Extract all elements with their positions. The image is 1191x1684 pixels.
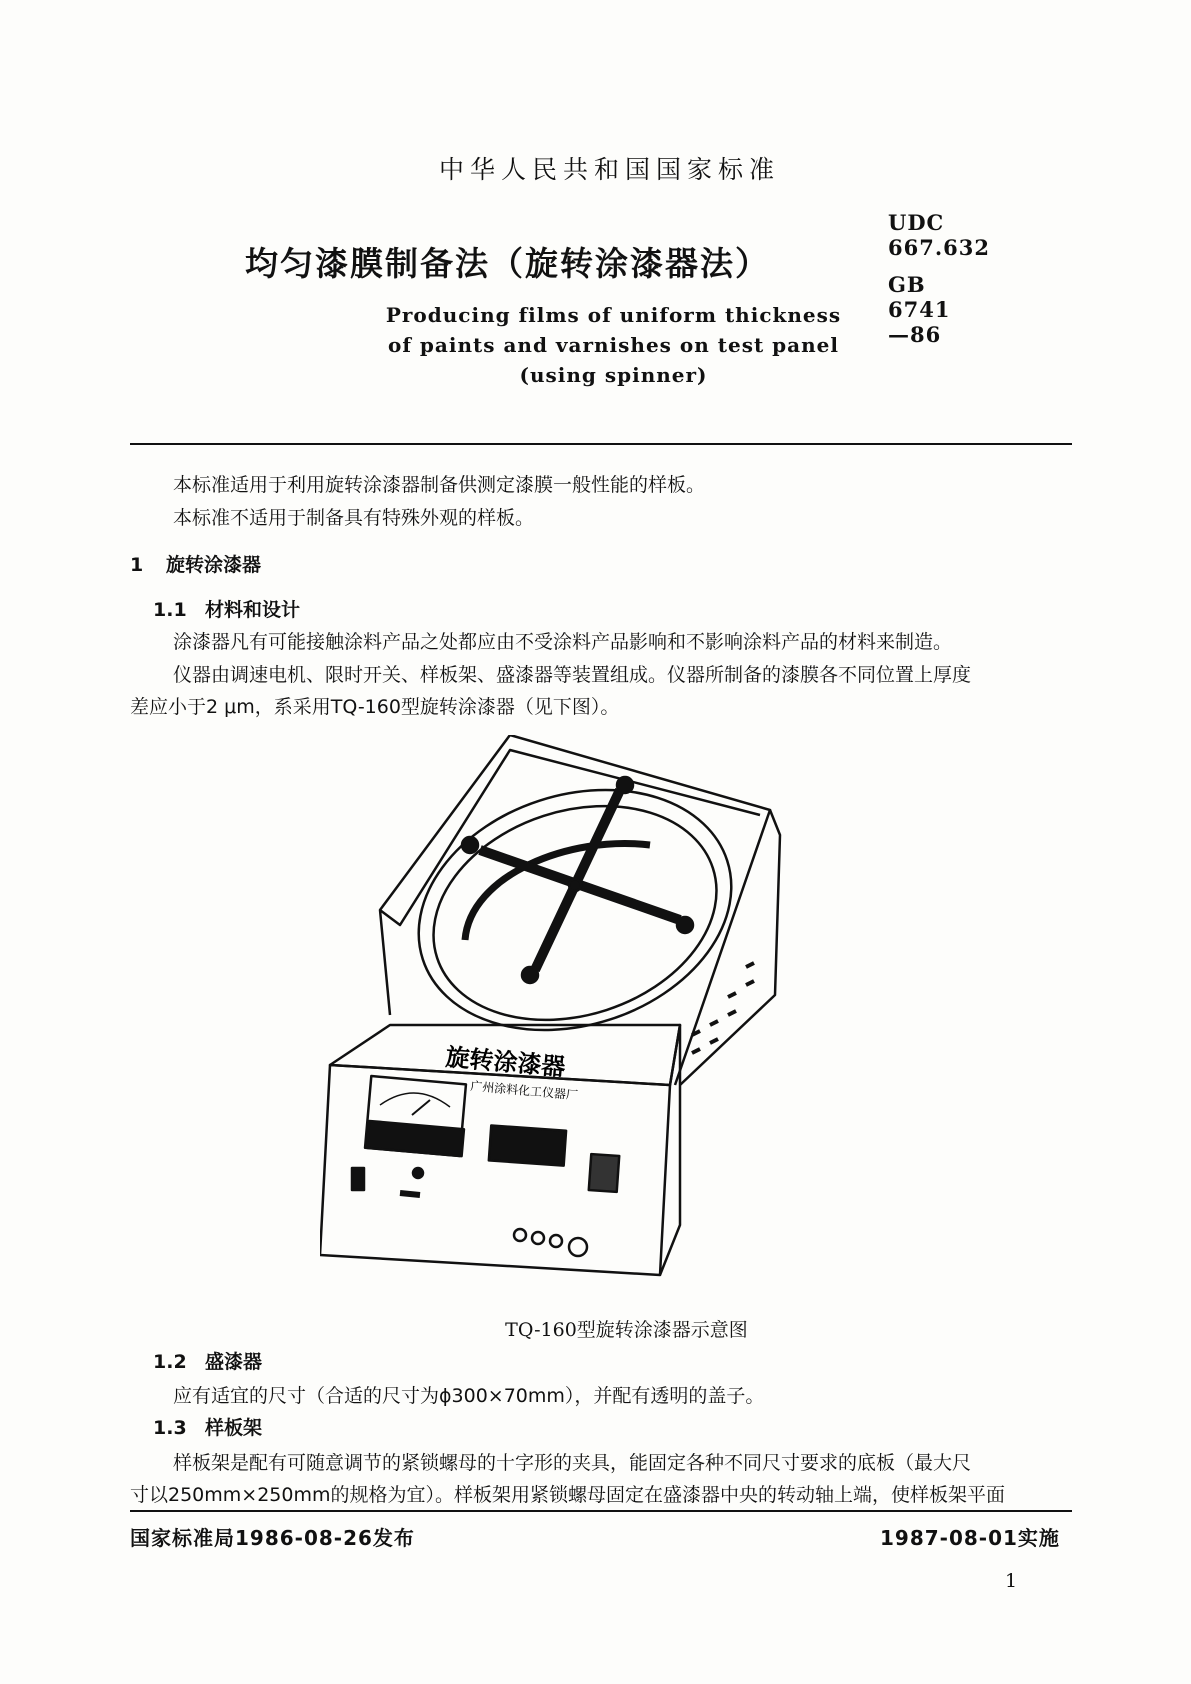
section-number: 1.2 (153, 1351, 187, 1373)
section-1-1-para-1: 涂漆器凡有可能接触涂料产品之处都应由不受涂料产品影响和不影响涂料产品的材料来制造。 (173, 631, 953, 653)
section-1-2-para: 应有适宜的尺寸（合适的尺寸为ϕ300×70mm），并配有透明的盖子。 (173, 1385, 765, 1407)
document-title-cn: 均匀漆膜制备法（旋转涂漆器法） (245, 244, 770, 283)
section-title: 样板架 (205, 1417, 263, 1439)
section-number: 1.3 (153, 1417, 187, 1439)
timer-display (489, 1125, 566, 1165)
slide-control (400, 1193, 420, 1195)
intro-paragraph-2: 本标准不适用于制备具有特殊外观的样板。 (173, 507, 535, 529)
upper-housing-side (680, 810, 780, 1085)
spinner-illustration (320, 735, 840, 1295)
section-1-1-heading (153, 595, 300, 622)
power-switch (352, 1168, 364, 1190)
document-title-en-line-3: (using spinner) (519, 363, 708, 387)
gb-code: GB 6741—86 (888, 272, 951, 347)
knob-1 (514, 1229, 526, 1241)
national-standard-heading: 中华人民共和国国家标准 (438, 155, 780, 184)
knob-main (569, 1238, 587, 1256)
page-number: 1 (1005, 1570, 1018, 1592)
knob-2 (532, 1232, 544, 1244)
section-1-heading (130, 550, 261, 577)
section-1-3-para-line-2: 寸以250mm×250mm的规格为宜）。样板架用紧锁螺母固定在盛漆器中央的转动轴上端，使样板架平面 (130, 1484, 1005, 1506)
section-1-3-para-line-1: 样板架是配有可随意调节的紧锁螺母的十字形的夹具，能固定各种不同尺寸要求的底板（最大尺 (173, 1452, 972, 1474)
section-1-2-heading (153, 1347, 262, 1374)
panel-label-maker: 广州涂料化工仪器厂 (469, 1079, 579, 1103)
panel-label-name: 旋转涂漆器 (444, 1043, 567, 1082)
section-title: 盛漆器 (205, 1351, 263, 1373)
header-rule (130, 443, 1072, 445)
meter-scale (380, 1093, 450, 1107)
section-1-3-heading (153, 1413, 262, 1440)
issue-date: 国家标准局1986-08-26发布 (130, 1526, 415, 1550)
meter-base (367, 1121, 464, 1156)
document-title-en-line-2: of paints and varnishes on test panel (388, 333, 839, 357)
bowl-inner-rim (406, 771, 745, 1055)
lock-nut-bottom (522, 967, 538, 983)
document-title-en-line-1: Producing films of uniform thickness (385, 303, 842, 327)
indicator-lamp (413, 1168, 423, 1178)
section-number: 1 (130, 554, 144, 576)
spindle-hub (569, 879, 581, 891)
intro-paragraph-1: 本标准适用于利用旋转涂漆器制备供测定漆膜一般性能的样板。 (173, 474, 706, 496)
udc-code: UDC 667.632 (888, 210, 990, 260)
section-title: 材料和设计 (205, 599, 301, 621)
lock-nut-top (617, 777, 633, 793)
lock-nut-left (462, 837, 478, 853)
lock-nut-right (677, 917, 693, 933)
speed-switch (589, 1154, 619, 1192)
knob-3 (550, 1235, 562, 1247)
effective-date: 1987-08-01实施 (880, 1526, 1060, 1550)
section-number: 1.1 (153, 599, 187, 621)
meter-needle (412, 1100, 430, 1115)
section-title: 旋转涂漆器 (166, 554, 262, 576)
section-1-1-para-2-line-2: 差应小于2 μm，系采用TQ-160型旋转涂漆器（见下图）。 (130, 696, 620, 718)
bowl-outer-rim (387, 751, 762, 1069)
section-1-1-para-2-line-1: 仪器由调速电机、限时开关、样板架、盛漆器等装置组成。仪器所制备的漆膜各不同位置上厚度 (173, 664, 972, 686)
footer-rule (130, 1510, 1072, 1512)
figure-caption: TQ-160型旋转涂漆器示意图 (505, 1319, 748, 1341)
